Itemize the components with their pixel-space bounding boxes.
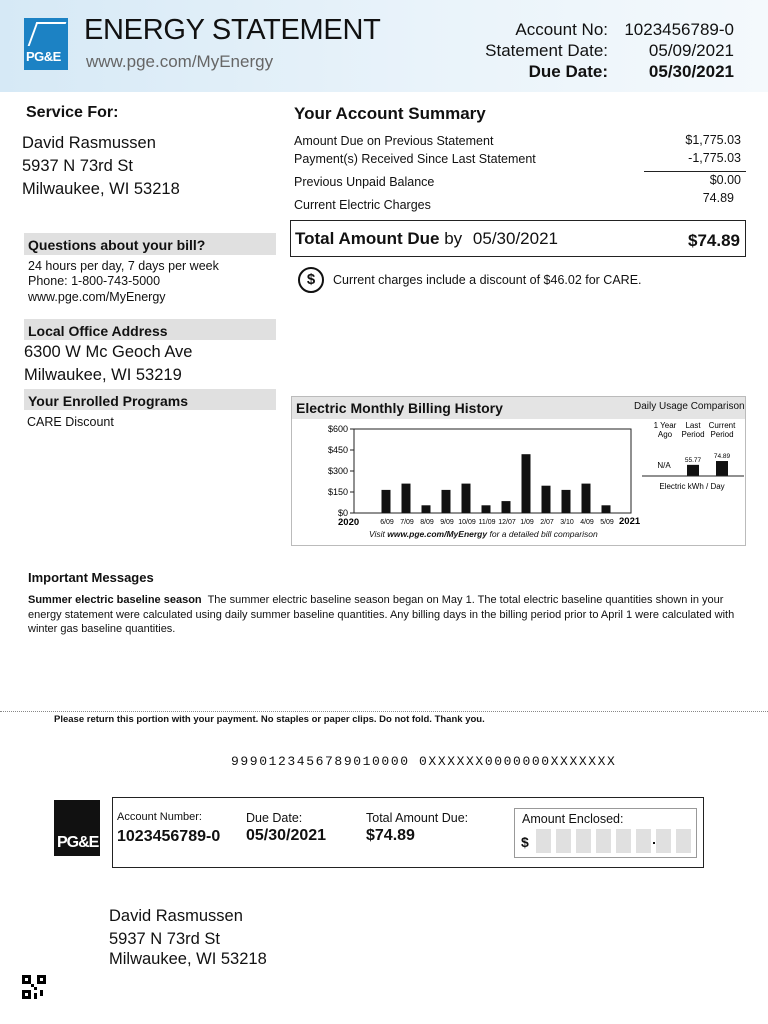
chart-marks (328, 421, 744, 528)
message-title: Summer electric baseline season (28, 594, 202, 606)
chart-footnote-post: for a detailed bill comparison (489, 529, 598, 539)
amount-digit-box[interactable] (576, 829, 591, 853)
stub-account-number: 1023456789-0 (117, 828, 221, 845)
amount-digit-box[interactable] (596, 829, 611, 853)
stub-due-label: Due Date: (246, 811, 303, 825)
bar (442, 490, 451, 513)
year-start-label: 2020 (338, 517, 360, 528)
pge-stub-logo (54, 800, 100, 856)
x-tick-label: 7/09 (400, 519, 414, 526)
summary-row-value: 74.89 (702, 191, 734, 205)
billing-history-chart (292, 419, 745, 545)
x-tick-label: 2/07 (540, 519, 554, 526)
statement-title: ENERGY STATEMENT (84, 14, 381, 46)
x-tick-label: 12/07 (498, 519, 516, 526)
summary-row-label: Current Electric Charges (294, 198, 431, 212)
summary-row-label: Payment(s) Received Since Last Statement (294, 152, 536, 166)
service-for-heading: Service For: (26, 104, 119, 121)
scan-line: 9990123456789010000 0XXXXXX0000000XXXXXXX (231, 754, 617, 769)
y-tick-label: $150 (327, 487, 348, 497)
amount-digit-box[interactable] (656, 829, 671, 853)
usage-bar (687, 465, 699, 476)
daily-usage-heading: Daily Usage Comparison (634, 401, 745, 412)
message-body: The summer electric baseline season began on May 1. The total electric baseline quantities shown in your energy statement were calculated using daily summer baseline quantities. Any billing days in the billing period prior to April 1 were calculated with winter gas baseline quantities. (28, 594, 735, 635)
stub-logo-text: PG&E (57, 834, 99, 851)
statement-date-value: 05/09/2021 (648, 41, 734, 60)
chart-title: Electric Monthly Billing History (296, 400, 503, 416)
amount-digit-box[interactable] (676, 829, 691, 853)
total-amount-label: Total Amount Due (295, 229, 440, 248)
stub-street: 5937 N 73rd St (109, 930, 220, 948)
y-tick-label: $600 (327, 424, 348, 434)
chart-footnote (369, 529, 598, 539)
service-city: Milwaukee, WI 53218 (22, 180, 180, 198)
x-tick-label: 3/10 (560, 519, 574, 526)
usage-bar (716, 461, 728, 476)
due-date-value: 05/30/2021 (648, 62, 734, 81)
amount-digit-box[interactable] (636, 829, 651, 853)
questions-phone: Phone: 1-800-743-5000 (28, 274, 161, 288)
summary-row-value: $0.00 (709, 173, 741, 187)
pge-logo (24, 18, 68, 70)
programs-heading: Your Enrolled Programs (24, 389, 276, 410)
usage-unit-label: Electric kWh / Day (659, 482, 725, 491)
summary-divider (644, 171, 746, 172)
summary-row-value: -1,775.03 (688, 151, 741, 165)
bar (402, 484, 411, 513)
due-date-label: Due Date: (528, 62, 608, 81)
questions-heading: Questions about your bill? (24, 233, 276, 255)
bar (382, 490, 391, 513)
bar (582, 484, 591, 513)
y-tick-label: $450 (327, 445, 348, 455)
x-tick-label: 10/09 (458, 519, 476, 526)
stub-total-label: Total Amount Due: (366, 811, 469, 825)
bar (522, 454, 531, 513)
office-city: Milwaukee, WI 53219 (24, 366, 182, 384)
y-tick-label: $300 (327, 466, 348, 476)
chart-footnote-pre: Visit (369, 529, 385, 539)
bar (422, 505, 431, 513)
total-by-label: by (444, 229, 463, 248)
summary-row-label: Previous Unpaid Balance (294, 175, 435, 189)
x-tick-label: 8/09 (420, 519, 434, 526)
header-website[interactable]: www.pge.com/MyEnergy (86, 52, 274, 71)
summary-row-label: Amount Due on Previous Statement (294, 134, 494, 148)
usage-col-label: 1 Year (653, 421, 677, 430)
usage-col-label: Period (710, 430, 734, 439)
dollar-icon: $ (298, 267, 324, 293)
message-text (28, 593, 740, 637)
total-amount-line (295, 229, 558, 249)
stub-instructions: Please return this portion with your payment. No staples or paper clips. Do not fold. Thank you. (54, 714, 485, 725)
stub-due-date: 05/30/2021 (246, 827, 327, 844)
usage-col-label: Ago (657, 430, 673, 439)
account-no-label: Account No: (515, 20, 608, 39)
service-name: David Rasmussen (22, 134, 156, 152)
x-tick-label: 4/09 (580, 519, 594, 526)
x-tick-label: 11/09 (478, 519, 496, 526)
bar (482, 505, 491, 513)
chart-footnote-link[interactable]: www.pge.com/MyEnergy (387, 529, 488, 539)
usage-col-label: Current (708, 421, 736, 430)
x-tick-label: 9/09 (440, 519, 454, 526)
questions-hours: 24 hours per day, 7 days per week (28, 259, 219, 273)
usage-value-label: N/A (657, 461, 671, 470)
program-item: CARE Discount (27, 415, 114, 429)
usage-value-label: 55.77 (684, 456, 702, 464)
x-tick-label: 1/09 (520, 519, 534, 526)
y-tick-label: $0 (337, 508, 348, 518)
tear-line (0, 711, 768, 712)
total-due-date: 05/30/2021 (472, 229, 559, 248)
stub-name: David Rasmussen (109, 907, 243, 925)
service-street: 5937 N 73rd St (22, 157, 133, 175)
bar (562, 490, 571, 513)
year-end-label: 2021 (619, 516, 641, 527)
bar (502, 501, 511, 513)
total-amount-value: $74.89 (688, 231, 740, 250)
summary-row-value: $1,775.03 (685, 133, 741, 147)
messages-heading: Important Messages (28, 570, 154, 585)
account-no-value: 1023456789-0 (624, 20, 734, 39)
decimal-point (653, 842, 655, 844)
logo-text: PG&E (26, 49, 61, 64)
bar (462, 484, 471, 513)
office-street: 6300 W Mc Geoch Ave (24, 343, 193, 361)
office-heading: Local Office Address (24, 319, 276, 340)
stub-city: Milwaukee, WI 53218 (109, 950, 267, 968)
questions-web-link[interactable]: www.pge.com/MyEnergy (28, 290, 166, 304)
qr-code-icon (22, 975, 46, 999)
stub-account-label: Account Number: (117, 811, 202, 823)
usage-col-label: Period (681, 430, 705, 439)
logo-bolt-icon (28, 22, 67, 46)
x-tick-label: 6/09 (380, 519, 394, 526)
currency-symbol: $ (521, 834, 529, 850)
stub-total-amount: $74.89 (366, 827, 415, 844)
usage-value-label: 74.89 (713, 453, 731, 461)
bar (542, 486, 551, 513)
amount-digit-box[interactable] (616, 829, 631, 853)
x-tick-label: 5/09 (600, 519, 614, 526)
discount-note: Current charges include a discount of $46.02 for CARE. (333, 273, 642, 287)
amount-enclosed-label: Amount Enclosed: (522, 812, 624, 826)
amount-digit-box[interactable] (536, 829, 551, 853)
usage-col-label: Last (685, 421, 701, 430)
amount-digit-box[interactable] (556, 829, 571, 853)
statement-date-label: Statement Date: (485, 41, 608, 60)
bar (602, 505, 611, 513)
account-summary-heading: Your Account Summary (294, 104, 486, 123)
